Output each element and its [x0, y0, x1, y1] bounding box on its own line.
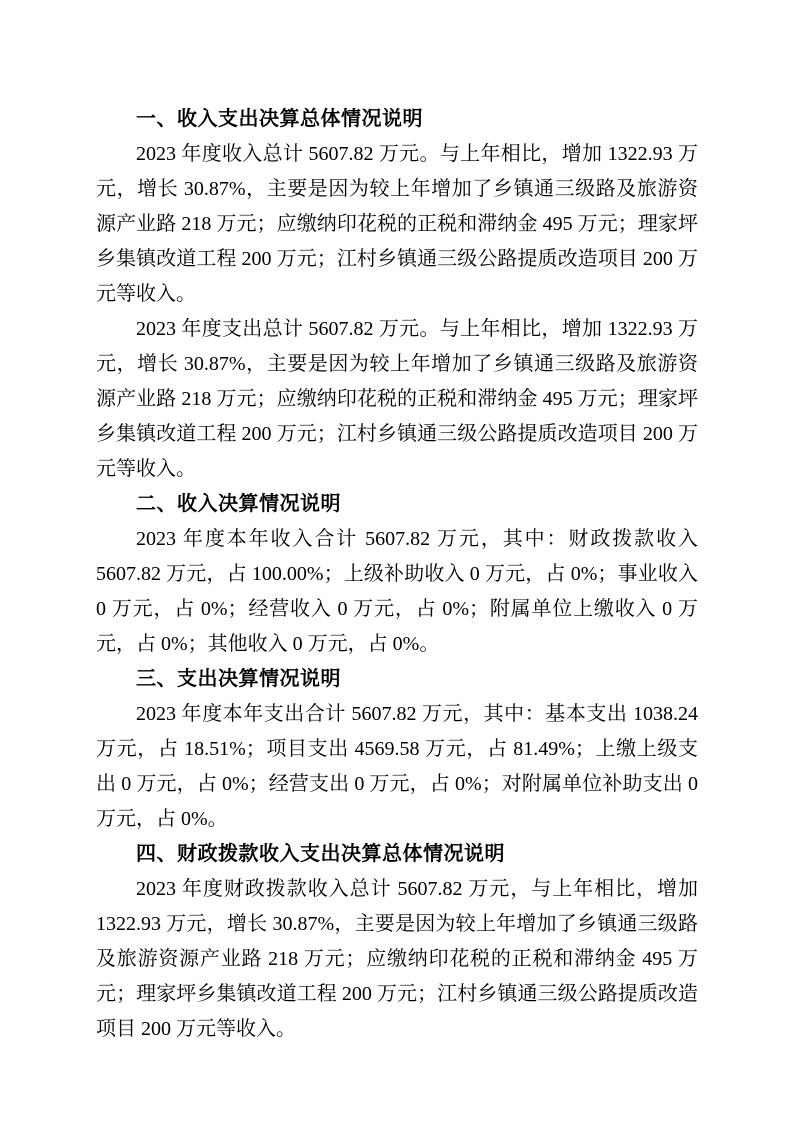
section-3-paragraph: 2023 年度本年支出合计 5607.82 万元，其中：基本支出 1038.24 万元，占 18.51%；项目支出 4569.58 万元，占 81.49%；上缴上级支出 0 万元，占 0%；经营支出 0 万元，占 0%；对附属单位补助支出 0 万元，占 0%。 — [96, 703, 698, 830]
section-1-paragraph-income: 2023 年度收入总计 5607.82 万元。与上年相比，增加 1322.93 万元，增长 30.87%，主要是因为较上年增加了乡镇通三级路及旅游资源产业路 218 万元；应缴纳印花税的正税和滞纳金 495 万元；理家坪乡集镇改道工程 200 万元；江村乡镇通三级公路提质改造项目 200 万元等收入。 — [96, 143, 698, 305]
section-income-expenditure-overview — [96, 102, 698, 487]
section-2-heading: 二、收入决算情况说明 — [136, 493, 341, 515]
section-expenditure-details — [96, 662, 698, 837]
section-1-paragraph-expenditure: 2023 年度支出总计 5607.82 万元。与上年相比，增加 1322.93 万元，增长 30.87%，主要是因为较上年增加了乡镇通三级路及旅游资源产业路 218 万元；应缴纳印花税的正税和滞纳金 495 万元；理家坪乡集镇改道工程 200 万元；江村乡镇通三级公路提质改造项目 200 万元等收入。 — [96, 318, 698, 480]
document-content — [96, 102, 698, 1047]
section-3-heading: 三、支出决算情况说明 — [136, 668, 341, 690]
section-fiscal-appropriation-overview — [96, 837, 698, 1047]
section-2-paragraph: 2023 年度本年收入合计 5607.82 万元，其中：财政拨款收入 5607.82 万元，占 100.00%；上级补助收入 0 万元，占 0%；事业收入 0 万元，占 0%；经营收入 0 万元，占 0%；附属单位上缴收入 0 万元，占 0%；其他收入 0 万元，占 0%。 — [96, 528, 698, 655]
section-4-heading: 四、财政拨款收入支出决算总体情况说明 — [136, 843, 505, 865]
section-income-details — [96, 487, 698, 662]
section-4-paragraph: 2023 年度财政拨款收入总计 5607.82 万元，与上年相比，增加 1322.93 万元，增长 30.87%，主要是因为较上年增加了乡镇通三级路及旅游资源产业路 218 万元；应缴纳印花税的正税和滞纳金 495 万元；理家坪乡集镇改道工程 200 万元；江村乡镇通三级公路提质改造项目 200 万元等收入。 — [96, 878, 698, 1040]
section-1-heading: 一、收入支出决算总体情况说明 — [136, 108, 423, 130]
